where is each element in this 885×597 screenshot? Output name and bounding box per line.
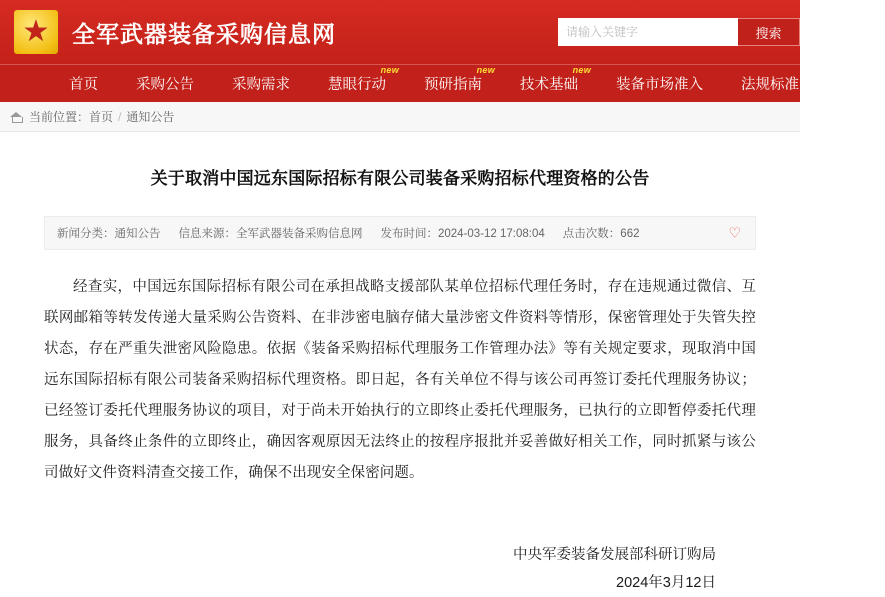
meta-views: 点击次数：662 <box>562 228 640 240</box>
nav-label: 技术基础 <box>520 77 578 93</box>
nav-label: 预研指南 <box>424 77 482 93</box>
search-box <box>558 18 800 46</box>
breadcrumb-prefix: 当前位置： <box>29 110 90 124</box>
nav-label: 慧眼行动 <box>328 77 386 93</box>
meta-source: 信息来源：全军武器装备采购信息网 <box>178 228 363 240</box>
home-icon <box>10 111 23 123</box>
heart-icon[interactable]: ♡ <box>728 224 741 241</box>
signature-org: 中央军委装备发展部科研订购局 <box>513 547 716 563</box>
nav-item-service[interactable] <box>818 65 885 102</box>
breadcrumb-item-home[interactable]: 首页 <box>89 110 114 124</box>
site-title: 全军武器装备采购信息网 <box>72 20 336 47</box>
nav-label: 法规标准 <box>741 77 799 93</box>
meta-category: 新闻分类：通知公告 <box>57 228 161 240</box>
search-input[interactable] <box>558 18 738 46</box>
signature-date: 2024年3月12日 <box>616 575 716 591</box>
page-title: 关于取消中国远东国际招标有限公司装备采购招标代理资格的公告 <box>150 169 650 188</box>
nav-item-regulations[interactable] <box>722 65 818 102</box>
breadcrumb-separator: / <box>118 109 122 124</box>
nav-item-preresearch-guide[interactable] <box>405 65 501 102</box>
content-area <box>0 132 800 597</box>
article-body: 经查实，中国远东国际招标有限公司在承担战略支援部队某单位招标代理任务时，存在违规通过微信、互联网邮箱等转发传递大量采购公告资料、在非涉密电脑存储大量涉密文件资料等情形，保密管理处于失管失控状态，存在严重失泄密风险隐患。依据《装备采购招标代理服务工作管理办法》等有关规定要求，现取消中国远东国际招标有限公司装备采购招标代理资格。即日起，各有关单位不得与该公司再签订委托代理服务协议；已经签订委托代理服务协议的项目，对于尚未开始执行的立即终止委托代理服务，已执行的立即暂停委托代理服务，具备终止条件的立即终止，确因客观原因无法终止的按程序报批并妥善做好相关工作，同时抓紧与该公司做好文件资料清查交接工作，确保不出现安全保密问题。 <box>44 279 756 481</box>
breadcrumb-item-notice[interactable]: 通知公告 <box>126 110 175 124</box>
nav-item-purchase-demand[interactable] <box>213 65 309 102</box>
article <box>44 132 756 597</box>
nav-item-huiyan-action[interactable] <box>309 65 405 102</box>
site-header <box>0 0 800 64</box>
new-badge-icon: new <box>476 65 495 75</box>
nav-item-tech-basis[interactable] <box>501 65 597 102</box>
nav-label: 采购公告 <box>136 77 194 93</box>
nav-label: 装备市场准入 <box>616 77 703 93</box>
nav-label: 采购需求 <box>232 77 290 93</box>
nav-item-market-access[interactable] <box>597 65 722 102</box>
nav-label: 服务 <box>837 77 866 93</box>
new-badge-icon: new <box>380 65 399 75</box>
star-icon: ★ <box>22 15 50 48</box>
nav-item-home[interactable] <box>50 65 117 102</box>
main-nav <box>0 64 866 102</box>
new-badge-icon: new <box>572 65 591 75</box>
article-signature <box>44 541 756 597</box>
nav-label: 首页 <box>69 77 98 93</box>
article-meta <box>44 216 756 250</box>
nav-item-purchase-notice[interactable] <box>117 65 213 102</box>
site-logo <box>14 10 58 54</box>
search-button[interactable]: 搜索 <box>738 18 800 46</box>
breadcrumb <box>0 102 800 132</box>
meta-publish-time: 发布时间：2024-03-12 17:08:04 <box>380 228 545 240</box>
